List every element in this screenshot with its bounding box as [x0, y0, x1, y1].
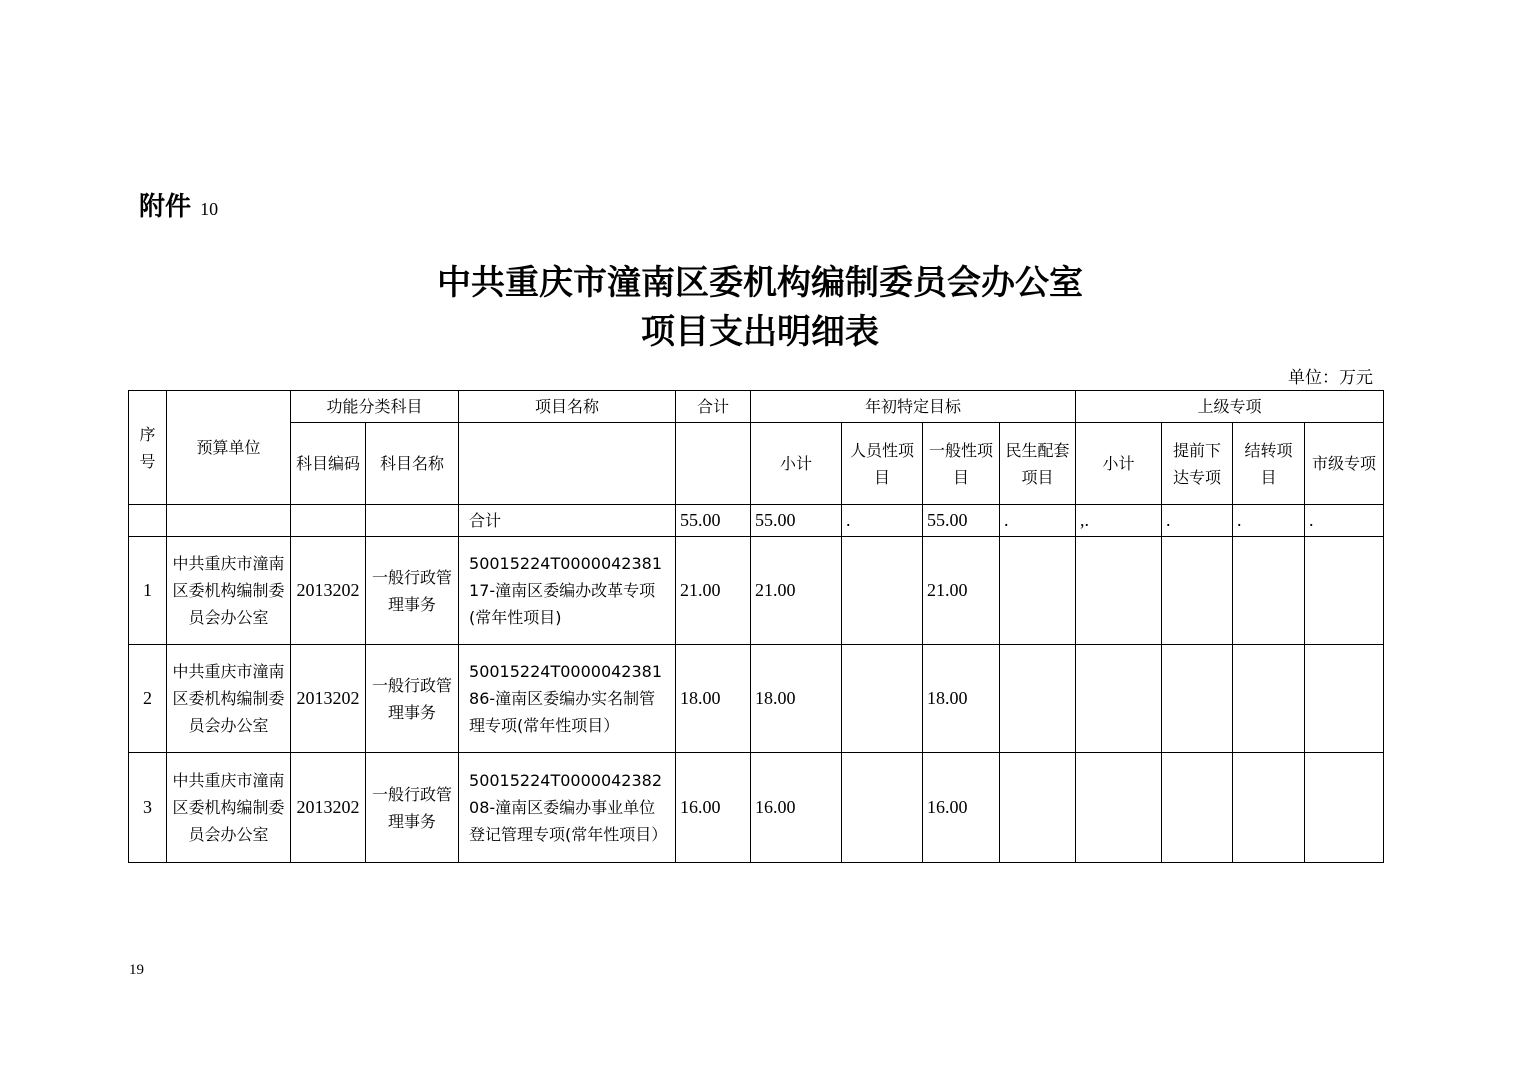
header-seq: 序号: [129, 391, 167, 505]
row-general: 21.00: [923, 537, 1000, 645]
total-seq: [129, 505, 167, 537]
header-total-blank: [676, 423, 751, 505]
row-livelihood: [1000, 645, 1076, 753]
header-personnel: 人员性项目: [842, 423, 923, 505]
total-amount: 55.00: [676, 505, 751, 537]
row-subject-code: 2013202: [291, 753, 366, 863]
table-row: [129, 537, 1384, 645]
attachment-label: [139, 186, 218, 223]
row-total: 18.00: [676, 645, 751, 753]
row-carryover: [1233, 645, 1305, 753]
header-project-name-blank: [459, 423, 676, 505]
header-unit-name: 预算单位: [167, 391, 291, 505]
row-general: 16.00: [923, 753, 1000, 863]
header-func-class: 功能分类科目: [291, 391, 459, 423]
total-unit: [167, 505, 291, 537]
row-personnel: [842, 537, 923, 645]
header-superior: 上级专项: [1076, 391, 1384, 423]
total-livelihood: .: [1000, 505, 1076, 537]
row-subject-name: 一般行政管理事务: [366, 537, 459, 645]
header-municipal: 市级专项: [1305, 423, 1384, 505]
attachment-number: 10: [200, 199, 219, 219]
table-row: [129, 753, 1384, 863]
row-initial-subtotal: 18.00: [751, 645, 842, 753]
row-municipal: [1305, 753, 1384, 863]
total-superior-subtotal: ,.: [1076, 505, 1162, 537]
total-advance: .: [1162, 505, 1233, 537]
header-advance: 提前下达专项: [1162, 423, 1233, 505]
row-unit-name: 中共重庆市潼南区委机构编制委员会办公室: [167, 753, 291, 863]
header-superior-subtotal: 小计: [1076, 423, 1162, 505]
row-personnel: [842, 753, 923, 863]
header-total: 合计: [676, 391, 751, 423]
attachment-prefix: 附件: [139, 192, 192, 222]
row-project-name: 50015224T000004238117-潼南区委编办改革专项(常年性项目): [459, 537, 676, 645]
header-subject-code: 科目编码: [291, 423, 366, 505]
document-title-line2: 项目支出明细表: [641, 312, 879, 352]
row-subject-name: 一般行政管理事务: [366, 645, 459, 753]
row-advance: [1162, 537, 1233, 645]
row-initial-subtotal: 21.00: [751, 537, 842, 645]
row-advance: [1162, 645, 1233, 753]
total-row: [129, 505, 1384, 537]
project-expenditure-table: [128, 390, 1384, 863]
row-livelihood: [1000, 537, 1076, 645]
table-row: [129, 645, 1384, 753]
document-title-line1: 中共重庆市潼南区委机构编制委员会办公室: [437, 263, 1083, 303]
row-general: 18.00: [923, 645, 1000, 753]
row-subject-code: 2013202: [291, 537, 366, 645]
row-seq: 1: [129, 537, 167, 645]
row-project-name: 50015224T000004238208-潼南区委编办事业单位登记管理专项(常年性项目）: [459, 753, 676, 863]
row-initial-subtotal: 16.00: [751, 753, 842, 863]
row-total: 16.00: [676, 753, 751, 863]
row-municipal: [1305, 537, 1384, 645]
row-total: 21.00: [676, 537, 751, 645]
row-unit-name: 中共重庆市潼南区委机构编制委员会办公室: [167, 537, 291, 645]
total-subject: [366, 505, 459, 537]
row-carryover: [1233, 537, 1305, 645]
header-general: 一般性项目: [923, 423, 1000, 505]
row-advance: [1162, 753, 1233, 863]
header-project-name: 项目名称: [459, 391, 676, 423]
row-personnel: [842, 645, 923, 753]
row-municipal: [1305, 645, 1384, 753]
header-carryover: 结转项目: [1233, 423, 1305, 505]
total-municipal: .: [1305, 505, 1384, 537]
row-superior-subtotal: [1076, 753, 1162, 863]
row-subject-name: 一般行政管理事务: [366, 753, 459, 863]
row-unit-name: 中共重庆市潼南区委机构编制委员会办公室: [167, 645, 291, 753]
header-initial-subtotal: 小计: [751, 423, 842, 505]
total-label: 合计: [459, 505, 676, 537]
header-livelihood: 民生配套项目: [1000, 423, 1076, 505]
page-number: 19: [129, 962, 144, 978]
row-project-name: 50015224T000004238186-潼南区委编办实名制管理专项(常年性项目）: [459, 645, 676, 753]
row-subject-code: 2013202: [291, 645, 366, 753]
total-carryover: .: [1233, 505, 1305, 537]
row-superior-subtotal: [1076, 537, 1162, 645]
unit-label: 单位：万元: [1288, 368, 1373, 388]
row-superior-subtotal: [1076, 645, 1162, 753]
row-seq: 3: [129, 753, 167, 863]
total-personnel: .: [842, 505, 923, 537]
header-subject-name: 科目名称: [366, 423, 459, 505]
row-livelihood: [1000, 753, 1076, 863]
row-seq: 2: [129, 645, 167, 753]
total-initial-subtotal: 55.00: [751, 505, 842, 537]
total-code: [291, 505, 366, 537]
header-initial-target: 年初特定目标: [751, 391, 1076, 423]
total-general: 55.00: [923, 505, 1000, 537]
row-carryover: [1233, 753, 1305, 863]
